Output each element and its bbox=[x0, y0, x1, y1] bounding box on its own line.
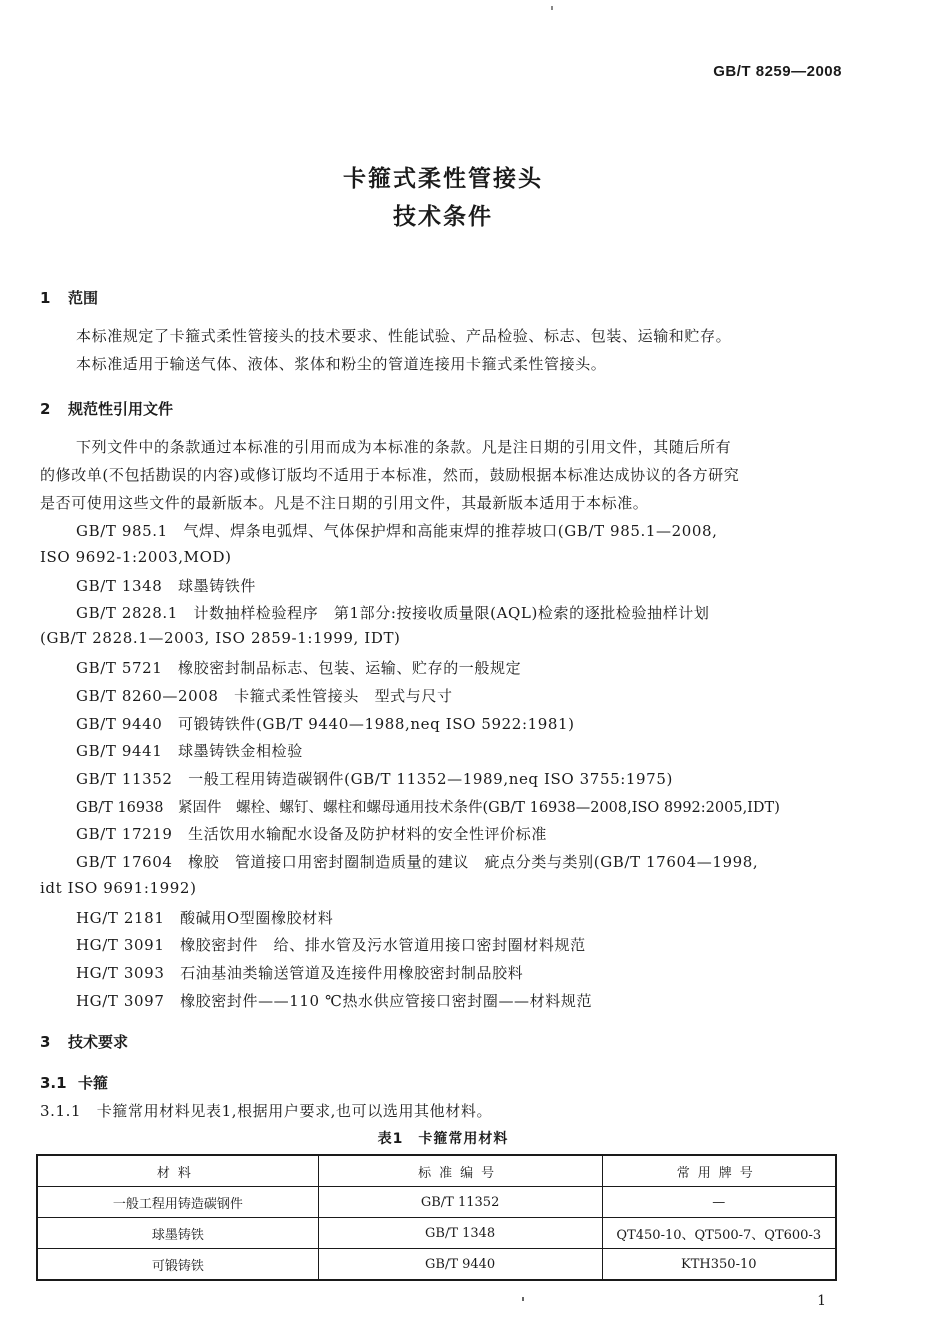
column-header: 常用牌号 bbox=[602, 1155, 836, 1187]
reference-item: GB/T 9440 可锻铸铁件(GB/T 9440—1988,neq ISO 5922:1981) bbox=[76, 715, 575, 733]
section-title: 规范性引用文件 bbox=[68, 400, 174, 418]
table-row bbox=[37, 1249, 836, 1281]
section-number: 2 bbox=[40, 400, 51, 418]
table-caption: 表1 卡箍常用材料 bbox=[377, 1131, 509, 1147]
section-3-heading bbox=[40, 1031, 128, 1052]
table-cell: 球墨铸铁 bbox=[37, 1218, 318, 1249]
reference-item: GB/T 11352 一般工程用铸造碳钢件(GB/T 11352—1989,neq ISO 3755:1975) bbox=[76, 770, 673, 788]
reference-item: GB/T 985.1 气焊、焊条电弧焊、气体保护焊和高能束焊的推荐坡口(GB/T 985.1—2008, bbox=[76, 522, 718, 540]
section-title: 范围 bbox=[68, 289, 99, 307]
reference-item: HG/T 3093 石油基油类输送管道及连接件用橡胶密封制品胶料 bbox=[76, 964, 524, 982]
table-header-row bbox=[37, 1155, 836, 1187]
subsection-3-1-heading bbox=[40, 1072, 108, 1093]
table-cell: 一般工程用铸造碳钢件 bbox=[37, 1187, 318, 1218]
table-cell: QT450-10、QT500-7、QT600-3 bbox=[602, 1218, 836, 1249]
paragraph: 下列文件中的条款通过本标准的引用而成为本标准的条款。凡是注日期的引用文件，其随后所有 bbox=[76, 438, 732, 456]
table-cell: GB/T 11352 bbox=[318, 1187, 602, 1218]
subsection-number: 3.1 bbox=[40, 1074, 67, 1092]
table-cell: 可锻铸铁 bbox=[37, 1249, 318, 1281]
scan-mark bbox=[551, 6, 553, 10]
table-cell: GB/T 1348 bbox=[318, 1218, 602, 1249]
reference-item: GB/T 1348 球墨铸铁件 bbox=[76, 577, 257, 595]
paragraph: 3.1.1 卡箍常用材料见表1,根据用户要求,也可以选用其他材料。 bbox=[40, 1102, 493, 1120]
paragraph: 的修改单(不包括勘误的内容)或修订版均不适用于本标准，然而，鼓励根据本标准达成协议的各方研究 bbox=[40, 466, 740, 484]
reference-item: GB/T 17219 生活饮用水输配水设备及防护材料的安全性评价标准 bbox=[76, 825, 547, 843]
section-2-heading bbox=[40, 398, 173, 419]
table-cell: KTH350-10 bbox=[602, 1249, 836, 1281]
paragraph: 本标准适用于输送气体、液体、浆体和粉尘的管道连接用卡箍式柔性管接头。 bbox=[76, 355, 607, 373]
reference-item: GB/T 8260—2008 卡箍式柔性管接头 型式与尺寸 bbox=[76, 687, 453, 705]
section-number: 1 bbox=[40, 289, 51, 307]
reference-item: HG/T 3097 橡胶密封件——110 ℃热水供应管接口密封圈——材料规范 bbox=[76, 992, 593, 1010]
scan-mark bbox=[522, 1297, 524, 1301]
reference-item: (GB/T 2828.1—2003, ISO 2859-1:1999, IDT) bbox=[40, 629, 401, 647]
document-title-line1: 卡箍式柔性管接头 bbox=[343, 166, 543, 192]
table-cell: GB/T 9440 bbox=[318, 1249, 602, 1281]
reference-item: GB/T 17604 橡胶 管道接口用密封圈制造质量的建议 疵点分类与类别(GB/T 17604—1998, bbox=[76, 853, 759, 871]
reference-item: idt ISO 9691:1992) bbox=[40, 879, 197, 897]
section-title: 技术要求 bbox=[68, 1033, 129, 1051]
table-row bbox=[37, 1218, 836, 1249]
column-header: 标准编号 bbox=[318, 1155, 602, 1187]
table-row bbox=[37, 1187, 836, 1218]
subsection-title: 卡箍 bbox=[78, 1074, 109, 1092]
reference-item: GB/T 9441 球墨铸铁金相检验 bbox=[76, 742, 303, 760]
table-cell: — bbox=[602, 1187, 836, 1218]
reference-item: GB/T 2828.1 计数抽样检验程序 第1部分:按接收质量限(AQL)检索的逐批检验抽样计划 bbox=[76, 604, 710, 622]
paragraph: 本标准规定了卡箍式柔性管接头的技术要求、性能试验、产品检验、标志、包装、运输和贮存。 bbox=[76, 327, 732, 345]
section-1-heading bbox=[40, 287, 98, 308]
standard-code: GB/T 8259—2008 bbox=[713, 63, 842, 80]
reference-item: HG/T 3091 橡胶密封件 给、排水管及污水管道用接口密封圈材料规范 bbox=[76, 936, 586, 954]
column-header: 材料 bbox=[37, 1155, 318, 1187]
reference-item: GB/T 16938 紧固件 螺栓、螺钉、螺柱和螺母通用技术条件(GB/T 16938—2008,ISO 8992:2005,IDT) bbox=[76, 800, 780, 816]
reference-item: GB/T 5721 橡胶密封制品标志、包装、运输、贮存的一般规定 bbox=[76, 659, 522, 677]
section-number: 3 bbox=[40, 1033, 51, 1051]
materials-table bbox=[36, 1154, 837, 1281]
reference-item: HG/T 2181 酸碱用O型圈橡胶材料 bbox=[76, 909, 334, 927]
page-number: 1 bbox=[817, 1293, 826, 1309]
reference-item: ISO 9692-1:2003,MOD) bbox=[40, 548, 232, 566]
document-title-line2: 技术条件 bbox=[393, 204, 493, 230]
paragraph: 是否可使用这些文件的最新版本。凡是不注日期的引用文件，其最新版本适用于本标准。 bbox=[40, 494, 649, 512]
